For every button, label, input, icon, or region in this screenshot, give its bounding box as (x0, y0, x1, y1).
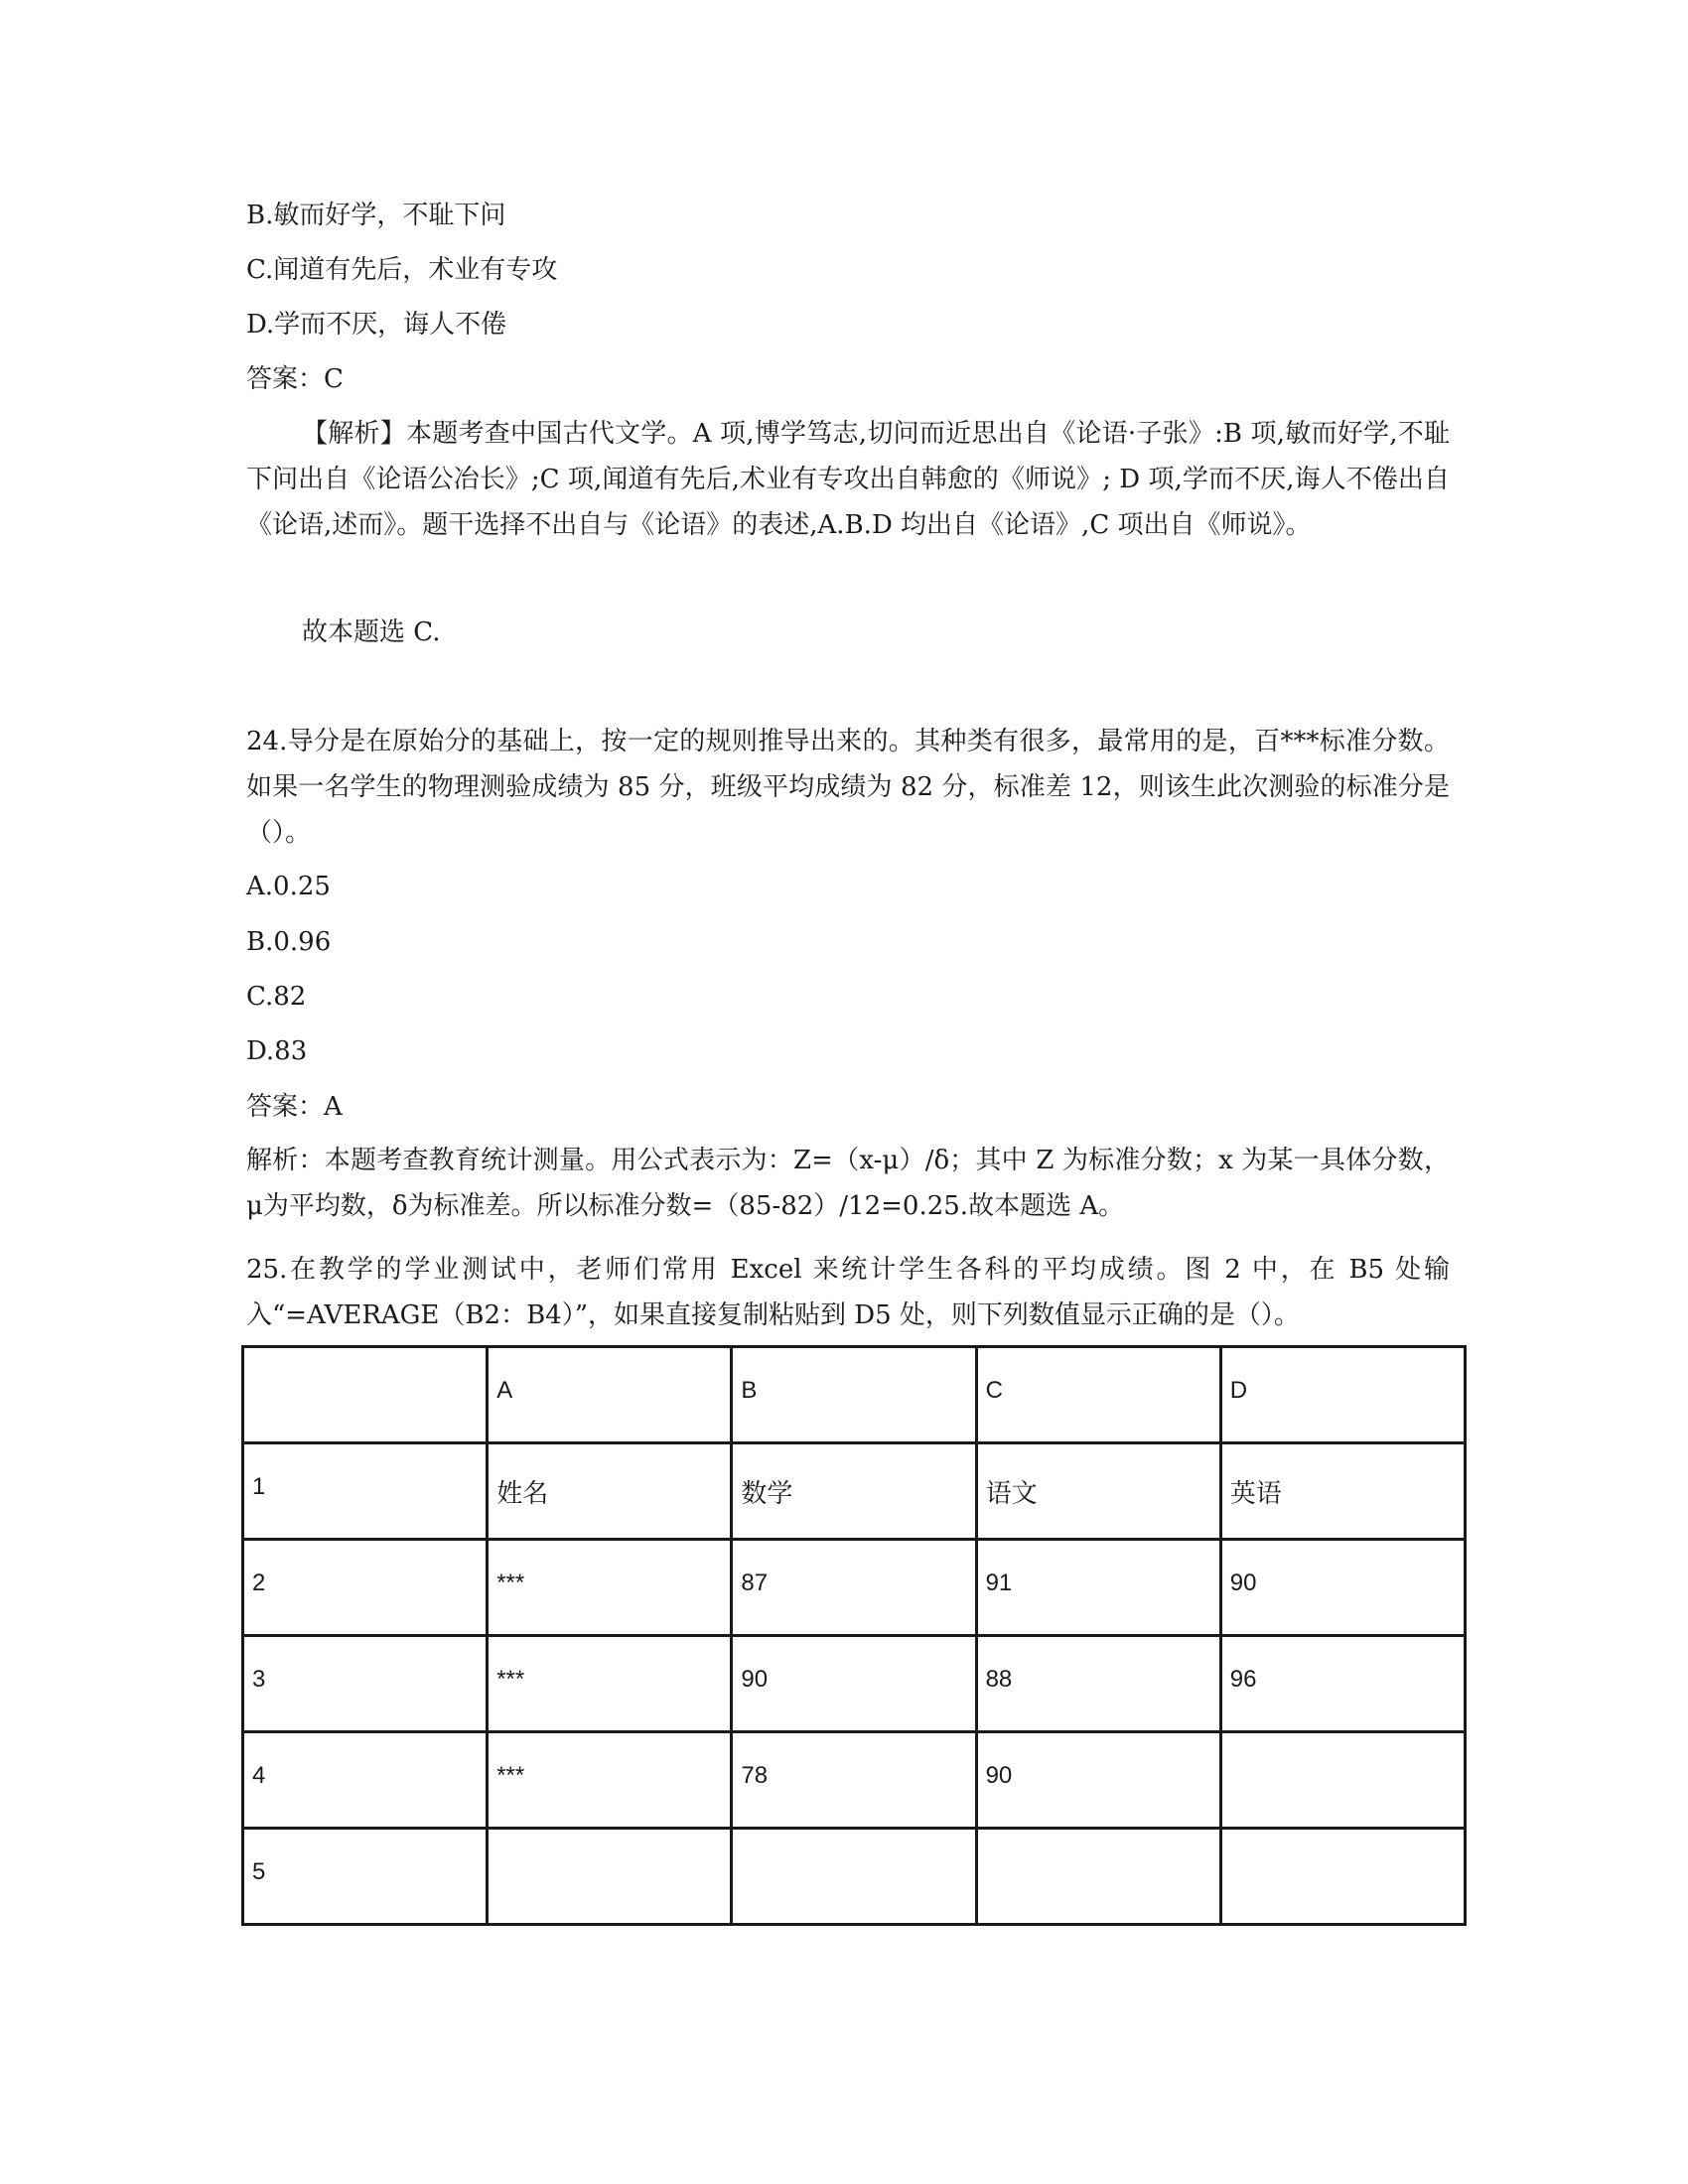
table-cell-text: 姓名 (496, 1479, 549, 1509)
table-cell-text: 英语 (1229, 1479, 1282, 1509)
table-header-row (243, 1347, 1466, 1443)
q24-option-a: A.0.25 (246, 872, 331, 901)
table-cell: A (488, 1347, 732, 1443)
q23-option-b: B.敏而好学，不耻下问 (246, 201, 506, 230)
table-cell: B (732, 1347, 976, 1443)
table-cell: *** (488, 1540, 732, 1636)
q23-answer: 答案：C (246, 364, 344, 394)
q24-option-b: B.0.96 (246, 927, 332, 957)
table-cell-text: 语文 (985, 1479, 1038, 1509)
table-cell (243, 1347, 488, 1443)
table-cell: 91 (976, 1540, 1220, 1636)
table-cell: 90 (976, 1732, 1220, 1829)
table-cell: 5 (243, 1829, 488, 1925)
table-cell: C (976, 1347, 1220, 1443)
table-cell (976, 1829, 1220, 1925)
table-cell: 88 (976, 1636, 1220, 1732)
table-cell (976, 1443, 1220, 1540)
table-cell (488, 1829, 732, 1925)
table-cell (1220, 1732, 1465, 1829)
table-cell-text: 数学 (741, 1479, 793, 1509)
q24-analysis: 解析：本题考查教育统计测量。用公式表示为：Z=（x-μ）/δ；其中 Z 为标准分数；x 为某一具体分数，μ为平均数，δ为标准差。所以标准分数=（85-82）/12=0.25.故本题选 A。 (246, 1146, 1450, 1221)
q24-option-c: C.82 (246, 982, 307, 1012)
table-cell: *** (488, 1636, 732, 1732)
q23-option-c: C.闻道有先后，术业有专攻 (246, 255, 558, 285)
q24-stem: 24.导分是在原始分的基础上，按一定的规则推导出来的。其种类有很多，最常用的是，百***标准分数。如果一名学生的物理测验成绩为 85 分，班级平均成绩为 82 分，标准差 12，则该生此次测验的标准分是（）。 (246, 727, 1450, 848)
q23-conclusion: 故本题选 C. (302, 617, 441, 647)
table-cell: 90 (732, 1636, 976, 1732)
table-row (243, 1540, 1466, 1636)
q24-answer: 答案：A (246, 1092, 343, 1122)
table-cell (1220, 1443, 1465, 1540)
table-row (243, 1443, 1466, 1540)
q25-stem: 25.在教学的学业测试中，老师们常用 Excel 来统计学生各科的平均成绩。图 2 中，在 B5 处输入“=AVERAGE（B2：B4）”，如果直接复制粘贴到 D5 处，则下列数值显示正确的是（）。 (246, 1255, 1450, 1330)
table-cell: 4 (243, 1732, 488, 1829)
table-cell (1220, 1829, 1465, 1925)
table-cell: D (1220, 1347, 1465, 1443)
table-cell (488, 1443, 732, 1540)
table-row (243, 1829, 1466, 1925)
table-cell: 90 (1220, 1540, 1465, 1636)
table-cell: 3 (243, 1636, 488, 1732)
table-row (243, 1636, 1466, 1732)
table-cell: 78 (732, 1732, 976, 1829)
q23-analysis: 【解析】本题考查中国古代文学。A 项,博学笃志,切问而近思出自《论语·子张》:B 项,敏而好学,不耻下问出自《论语公冶长》;C 项,闻道有先后,术业有专攻出自韩愈的《师说》; D 项,学而不厌,诲人不倦出自《论语,述而》。题干选择不出自与《论语》的表述,A.B.D 均出自《论语》,C 项出自《师说》。 (246, 419, 1450, 540)
q23-option-d: D.学而不厌，诲人不倦 (246, 310, 507, 340)
table-cell (732, 1829, 976, 1925)
table-cell (732, 1443, 976, 1540)
table-cell: 96 (1220, 1636, 1465, 1732)
table-cell: 2 (243, 1540, 488, 1636)
spreadsheet-table (241, 1345, 1467, 1926)
table-row (243, 1732, 1466, 1829)
table-cell: 1 (243, 1443, 488, 1540)
table-cell: *** (488, 1732, 732, 1829)
table-cell: 87 (732, 1540, 976, 1636)
q24-option-d: D.83 (246, 1036, 308, 1066)
